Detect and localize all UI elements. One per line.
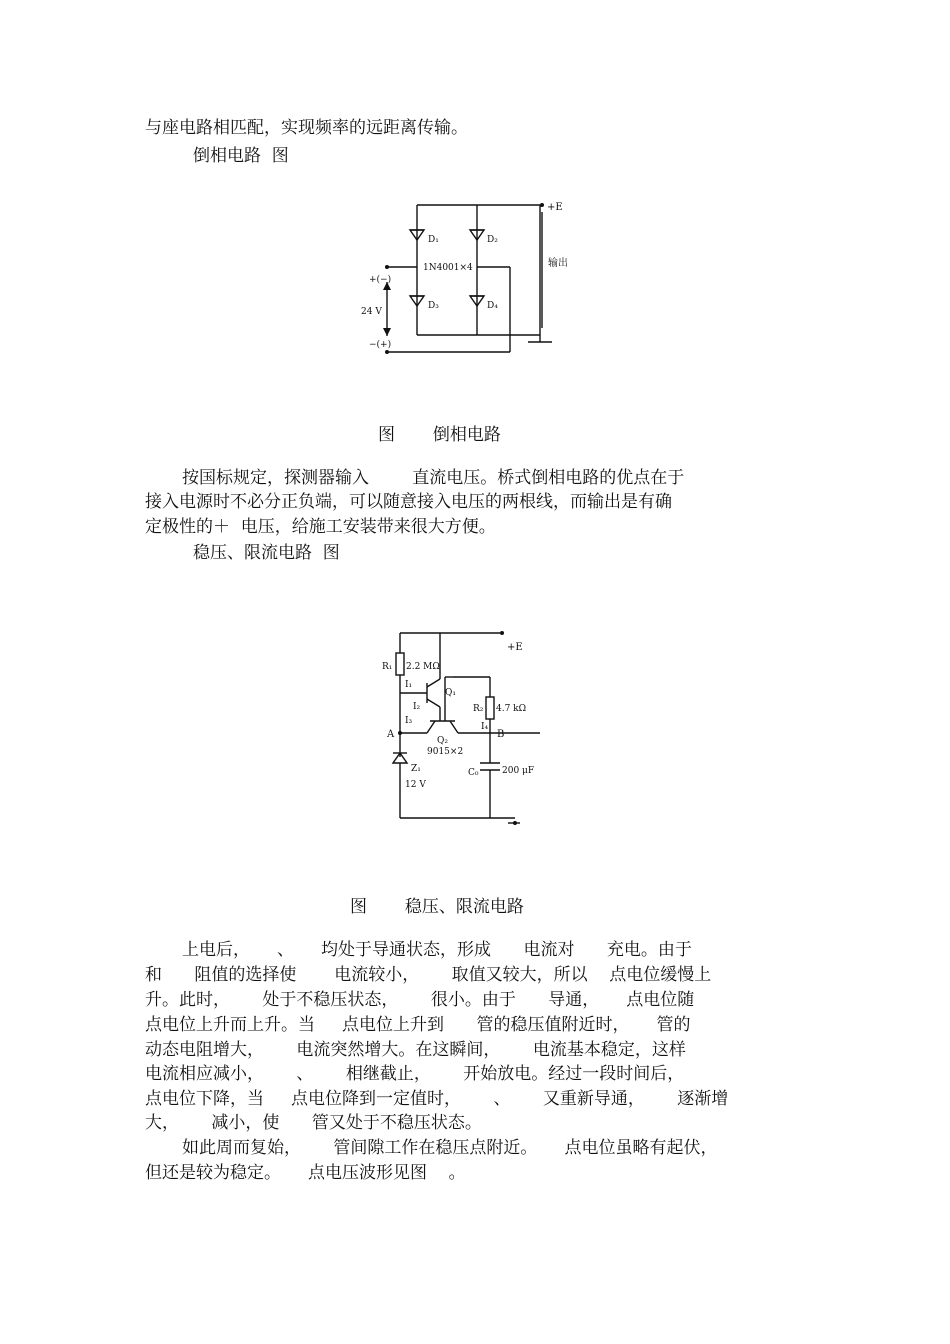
text-line: 大， 减小，使 管又处于不稳压状态。: [145, 1113, 482, 1133]
fig2-node-b: B: [497, 729, 505, 740]
fig2-c0: C₀: [468, 768, 479, 778]
fig1-output: 输出: [548, 258, 568, 269]
text-line: 点电位上升而上升。当 点电位上升到 管的稳压值附近时， 管的: [145, 1015, 691, 1035]
text-line: 按国标规定，探测器输入 直流电压。桥式倒相电路的优点在于: [182, 468, 685, 488]
fig2-q1: Q₁: [445, 688, 456, 698]
text-line: 动态电阻增大， 电流突然增大。在这瞬间， 电流基本稳定，这样: [145, 1040, 686, 1060]
fig2-z1-val: 12 V: [405, 780, 426, 790]
text-line: 如此周而复始， 管间隙工作在稳压点附近。 点电位虽略有起伏，: [182, 1138, 718, 1158]
fig1-d1: D₁: [428, 235, 439, 245]
fig1-input-pos: +(−): [369, 275, 392, 285]
fig2-node-a: A: [387, 729, 395, 740]
fig1-voltage: 24 V: [361, 307, 382, 317]
fig1-input-neg: −(+): [369, 340, 392, 350]
fig2-q-part: 9015×2: [427, 747, 464, 757]
text-line: 点电位下降，当 点电位降到一定值时， 、 又重新导通， 逐渐增: [145, 1089, 729, 1109]
fig2-z1: Z₁: [411, 764, 421, 774]
figure-caption: 图 稳压、限流电路: [350, 897, 524, 917]
text-line: 定极性的＋ 电压，给施工安装带来很大方便。: [145, 517, 496, 537]
figure-heading: 倒相电路 图: [193, 146, 289, 166]
inverter-circuit-diagram: [355, 190, 585, 365]
fig1-plus-e: +E: [547, 202, 563, 213]
fig2-plus-e: +E: [507, 642, 523, 653]
fig1-part: 1N4001×4: [423, 263, 473, 273]
text-line: 和 阻值的选择使 电流较小， 取值又较大，所以 点电位缓慢上: [145, 965, 712, 985]
text-line: 上电后， 、 均处于导通状态，形成 电流对 充电。由于: [182, 940, 692, 960]
regulator-circuit-diagram: [365, 625, 555, 835]
text-line: 接入电源时不必分正负端，可以随意接入电压的两根线，而输出是有确: [145, 492, 672, 512]
figure-caption: 图 倒相电路: [378, 425, 501, 445]
fig1-d2: D₂: [487, 235, 498, 245]
fig2-i2: I₂: [413, 702, 421, 712]
fig2-q2: Q₂: [437, 736, 448, 746]
figure-heading: 稳压、限流电路 图: [193, 543, 340, 563]
fig2-c0-val: 200 μF: [502, 766, 535, 776]
fig1-d4: D₄: [487, 301, 498, 311]
fig1-d3: D₃: [428, 301, 439, 311]
fig2-i4: I₄: [481, 722, 489, 732]
fig2-r1: R₁: [382, 662, 393, 672]
fig2-i3: I₃: [405, 716, 413, 726]
fig2-r2: R₂: [473, 704, 484, 714]
text-line: 升。此时， 处于不稳压状态， 很小。由于 导通， 点电位随: [145, 990, 695, 1010]
text-line: 电流相应减小， 、 相继截止， 开始放电。经过一段时间后，: [145, 1064, 685, 1084]
text-line: 但还是较为稳定。 点电压波形见图 。: [145, 1163, 466, 1183]
fig2-i1: I₁: [405, 680, 413, 690]
fig2-r1-val: 2.2 MΩ: [406, 662, 440, 672]
fig2-r2-val: 4.7 kΩ: [496, 704, 527, 714]
text-line: 与座电路相匹配，实现频率的远距离传输。: [145, 118, 468, 138]
